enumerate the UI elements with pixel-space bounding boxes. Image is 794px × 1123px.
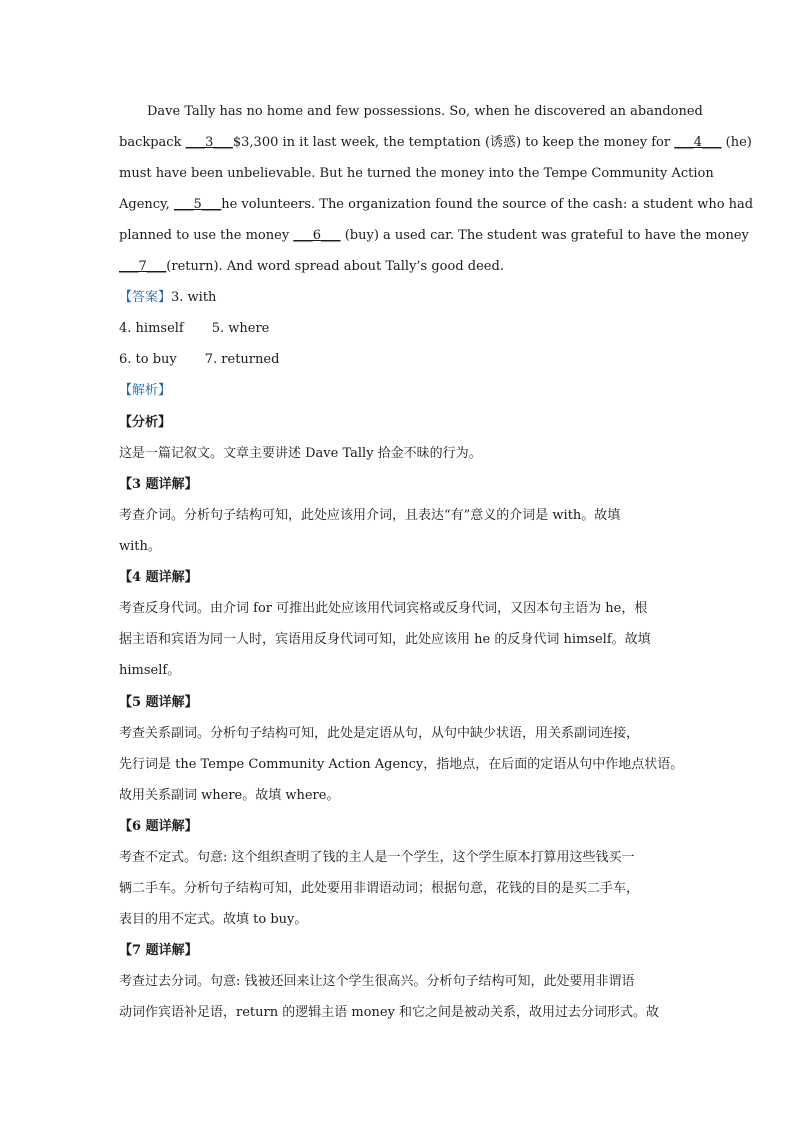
q6-label: 【6 题详解】 [119,819,198,834]
q7-label: 【7 题详解】 [119,943,198,958]
passage-line-1 [119,102,703,122]
blank-3: ___3___ [185,135,233,150]
fenxi-label: 【分析】 [119,415,172,430]
analysis-label: 【解析】 [119,383,172,398]
q4-label: 【4 题详解】 [119,570,198,585]
answer-label: 【答案】 [119,290,172,305]
passage-text: (buy) a used car. The student was grateful to have the money [340,228,749,243]
answer-line-1 [119,288,679,308]
blank-7: ___7___ [119,259,167,274]
passage-line-2 [119,133,752,153]
q3-text-2: with。 [119,539,161,554]
q4-text-1: 考查反身代词。由介词 for 可推出此处应该用代词宾格或反身代词，又因本句主语为 he，根 [119,601,648,616]
passage-text: Agency, [119,197,174,212]
passage-line-6 [119,257,679,277]
passage-line-3 [119,164,714,184]
passage-text: Dave Tally has no home and few possessions. So, when he discovered an abandoned [147,104,703,119]
q6-text-2: 辆二手车。分析句子结构可知，此处要用非谓语动词；根据句意，花钱的目的是买二手车， [119,881,640,896]
q4-text-3: himself。 [119,663,181,678]
q7-text-1: 考查过去分词。句意: 钱被还回来让这个学生很高兴。分析句子结构可知，此处要用非谓语 [119,974,635,989]
passage-text: must have been unbelievable. But he turned the money into the Tempe Community Action [119,166,714,181]
passage-text: backpack [119,135,186,150]
passage-line-5 [119,226,749,246]
answer-4: 4. himself [119,321,184,336]
passage-text: (return). And word spread about Tally’s good deed. [166,259,504,274]
q5-text-1: 考查关系副词。分析句子结构可知，此处是定语从句，从句中缺少状语，用关系副词连接， [119,726,640,741]
q7-text-2: 动词作宾语补足语，return 的逻辑主语 money 和它之间是被动关系，故用过去分词形式。故 [119,1005,660,1020]
answer-6: 6. to buy [119,352,177,367]
answer-7: 7. returned [204,352,280,367]
q6-text-3: 表目的用不定式。故填 to buy。 [119,912,308,927]
answer-line-2 [119,319,679,339]
passage-text: planned to use the money [119,228,294,243]
blank-4: ___4___ [674,135,722,150]
blank-6: ___6___ [293,228,341,243]
q3-label: 【3 题详解】 [119,477,198,492]
blank-5: ___5___ [173,197,222,212]
passage-text: $3,300 in it last week, the temptation (诱惑) to keep the money for [232,135,675,150]
passage-text: he volunteers. The organization found the source of the cash: a student who had [221,197,754,212]
q3-text-1: 考查介词。分析句子结构可知，此处应该用介词，且表达“有”意义的介词是 with。故填 [119,508,621,523]
q6-text-1: 考查不定式。句意: 这个组织查明了钱的主人是一个学生，这个学生原本打算用这些钱买一 [119,850,635,865]
fenxi-text: 这是一篇记叙文。文章主要讲述 Dave Tally 拾金不昧的行为。 [119,446,482,461]
q4-text-2: 据主语和宾语为同一人时，宾语用反身代词可知，此处应该用 he 的反身代词 himself。故填 [119,632,651,647]
passage-line-4 [119,195,754,215]
q5-label: 【5 题详解】 [119,695,198,710]
answer-line-3 [119,350,679,370]
q5-text-2: 先行词是 the Tempe Community Action Agency，指地点，在后面的定语从句中作地点状语。 [119,757,684,772]
q5-text-3: 故用关系副词 where。故填 where。 [119,788,340,803]
passage-text: (he) [721,135,752,150]
answer-3: 3. with [171,290,217,305]
answer-5: 5. where [211,321,270,336]
